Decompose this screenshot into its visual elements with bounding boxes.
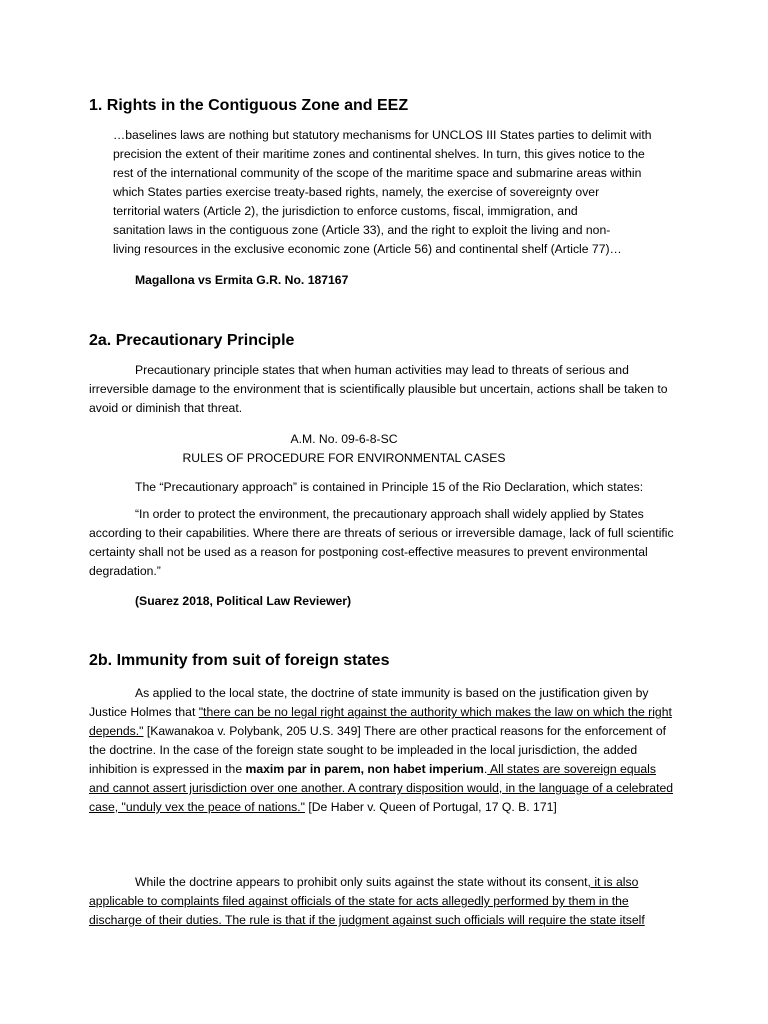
p1-text-a: As applied to the local state, the doctrine of state immunity is based on the justification given by Justice Holmes that [89,686,649,719]
rules-title: RULES OF PROCEDURE FOR ENVIRONMENTAL CASES [182,451,506,465]
p1-text-b: [Kawanakoa v. Polybank, 205 U.S. 349] There are other practical reasons for the enforcement of the doctrine. In the case of the foreign state sought to be impleaded in the local jurisdiction, the added inhibition is expressed in the [89,724,667,776]
section-1-quote [113,126,679,259]
section-2a-heading: 2a. Precautionary Principle [89,332,295,349]
section-2b-heading: 2b. Immunity from suit of foreign states [89,652,390,669]
holmes-quote: "there can be no legal right against the authority which makes the law on which the right depends." [89,705,672,738]
precautionary-definition: Precautionary principle states that when human activities may lead to threats of serious and irreversible damage to the environment that is scientifically plausible but uncertain, actions shall be taken to avoid or diminish that threat. [89,363,668,415]
rio-intro: The “Precautionary approach” is contained in Principle 15 of the Rio Declaration, which states: [135,480,644,494]
section-2a-citation: (Suarez 2018, Political Law Reviewer) [135,594,352,608]
quote-line-7: living resources in the exclusive economic zone (Article 56) and continental shelf (Article 77)… [113,242,622,256]
section-1-heading: 1. Rights in the Contiguous Zone and EEZ [89,97,409,114]
officials-rule-text: , it is also applicable to complaints filed against officials of the state for acts allegedly performed by them in the discharge of their duties. The rule is that if the judgment against such officials will require the state itself [89,875,645,927]
rio-quote: “In order to protect the environment, the precautionary approach shall widely applied by States according to their capabilities. Where there are threats of serious or irreversible damage, lack of full scientific certainty shall not be used as a reason for postponing cost-effective measures to prevent environmental degradation.” [89,507,674,578]
p1-text-d: [De Haber v. Queen of Portugal, 17 Q. B. 171] [304,800,557,814]
p1-text-c: . [483,762,488,776]
maxim-text: maxim par in parem, non habet imperium [245,762,484,776]
quote-line-6: sanitation laws in the contiguous zone (Article 33), and the right to exploit the living and non- [113,223,611,237]
immunity-paragraph-2 [89,873,679,930]
quote-line-3: rest of the international community of the scope of the maritime space and submarine areas within [113,166,642,180]
quote-line-5: territorial waters (Article 2), the jurisdiction to enforce customs, fiscal, immigration, and [113,204,578,218]
p2-text-a: While the doctrine appears to prohibit only suits against the state without its consent [135,875,588,889]
quote-line-4: which States parties exercise treaty-based rights, namely, the exercise of sovereignty over [113,185,600,199]
quote-line-1: …baselines laws are nothing but statutory mechanisms for UNCLOS III States parties to delimit with [113,128,652,142]
am-number: A.M. No. 09-6-8-SC [290,432,398,446]
sovereign-equals-text: All states are sovereign equals and cannot assert jurisdiction over one another. A contrary disposition would, in the language of a celebrated case, "unduly vex the peace of nations." [89,762,674,814]
quote-line-2: precision the extent of their maritime zones and continental shelves. In turn, this gives notice to the [113,147,645,161]
immunity-paragraph-1 [89,684,679,817]
section-1-citation: Magallona vs Ermita G.R. No. 187167 [135,273,349,287]
